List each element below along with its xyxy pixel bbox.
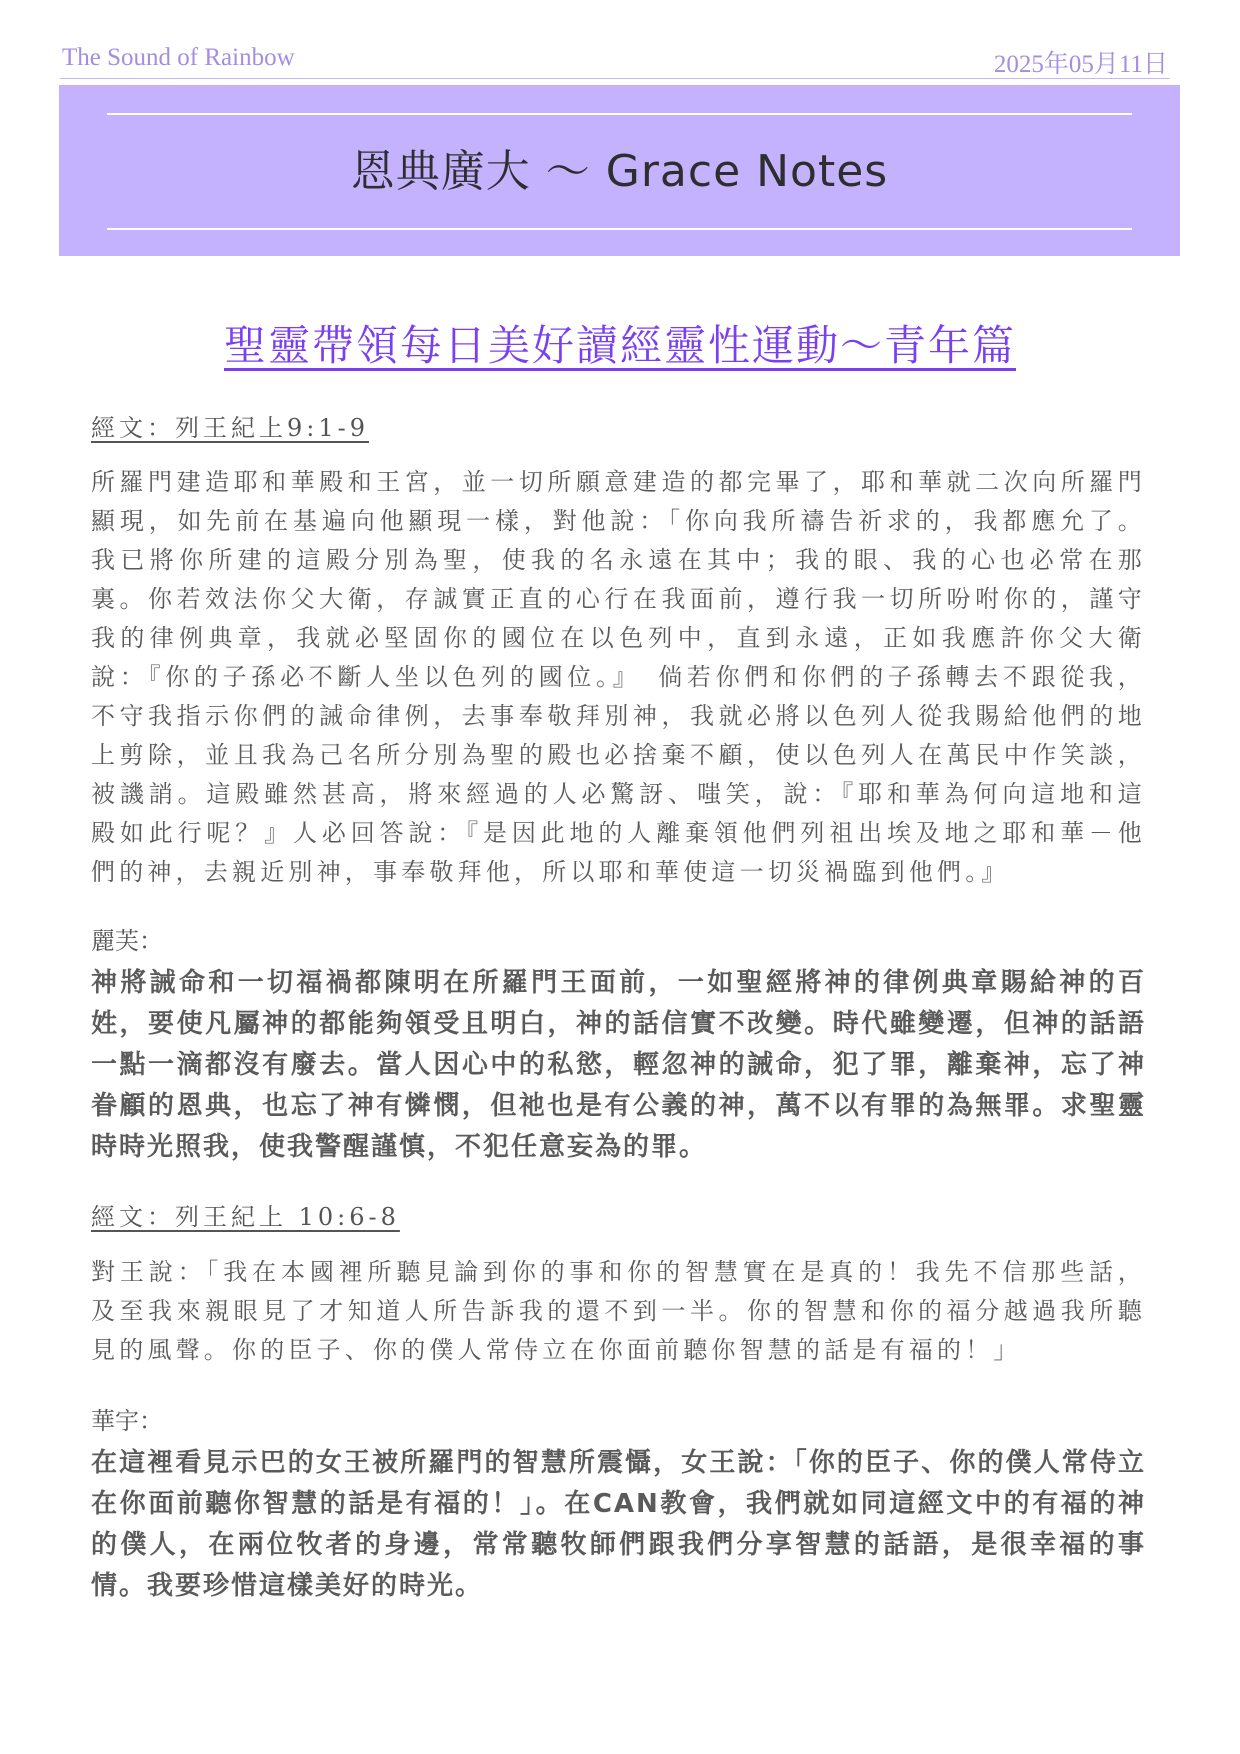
scripture-text-2: 對王說：「我在本國裡所聽見論到你的事和你的智慧實在是真的！我先不信那些話，及至我來親眼見了才知道人所告訴我的還不到一半。你的智慧和你的福分越過我所聽見的風聲。你的臣子、你的僕人常侍立在你面前聽你智慧的話是有福的！」: [91, 1258, 1146, 1364]
scripture-reference-2: 經文：列王紀上 10:6-8: [91, 1203, 400, 1231]
scripture-text-1: 所羅門建造耶和華殿和王宮，並一切所願意建造的都完畢了，耶和華就二次向所羅門顯現，如先前在基遍向他顯現一樣，對他說：「你向我所禱告祈求的，我都應允了。我已將你所建的這殿分別為聖，使我的名永遠在其中；我的眼、我的心也必常在那裏。你若效法你父大衛，存誠實正直的心行在我面前，遵行我一切所吩咐你的，謹守我的律例典章，我就必堅固你的國位在以色列中，直到永遠，正如我應許你父大衛說：『你的子孫必不斷人坐以色列的國位。』 倘若你們和你們的子孫轉去不跟從我，不守我指示你們的誡命律例，去事奉敬拜別神，我就必將以色列人從我賜給他們的地上剪除，並且我為己名所分別為聖的殿也必捨棄不顧，使以色列人在萬民中作笑談，被譏誚。這殿雖然甚高，將來經過的人必驚訝、嗤笑，說：『耶和華為何向這地和這殿如此行呢？』人必回答說：『是因此地的人離棄領他們列祖出埃及地之耶和華－他們的神，去親近別神，事奉敬拜他，所以耶和華使這一切災禍臨到他們。』: [91, 468, 1146, 886]
banner-bottom-rule: [107, 228, 1132, 230]
publication-name: The Sound of Rainbow: [62, 44, 295, 71]
article-title: 聖靈帶領每日美好讀經靈性運動～青年篇: [223, 321, 1016, 370]
reflection-text-2: 在這裡看見示巴的女王被所羅門的智慧所震懾，女王說：「你的臣子、你的僕人常侍立在你面前聽你智慧的話是有福的！」。在CAN教會，我們就如同這經文中的有福的神的僕人，在兩位牧者的身邊，常常聽牧師們跟我們分享智慧的話語，是很幸福的事情。我要珍惜這樣美好的時光。: [91, 1448, 1146, 1601]
speaker-name-2: 華宇：: [91, 1407, 163, 1435]
banner-title: 恩典廣大 ～ Grace Notes: [350, 146, 889, 197]
title-banner: [59, 85, 1180, 256]
reflection-text-1: 神將誡命和一切福禍都陳明在所羅門王面前，一如聖經將神的律例典章賜給神的百姓，要使凡屬神的都能夠領受且明白，神的話信實不改變。時代雖變遷，但神的話語一點一滴都沒有廢去。當人因心中的私慾，輕忽神的誡命，犯了罪，離棄神，忘了神眷顧的恩典，也忘了神有憐憫，但祂也是有公義的神，萬不以有罪的為無罪。求聖靈時時光照我，使我警醒謹慎，不犯任意妄為的罪。: [91, 968, 1146, 1162]
page-header: [60, 40, 1170, 79]
article-title-wrap: [0, 313, 1240, 373]
publication-date: 2025年05月11日: [993, 51, 1168, 78]
banner-top-rule: [107, 113, 1132, 115]
scripture-reference-1: 經文：列王紀上9:1-9: [91, 414, 370, 442]
speaker-name-1: 麗芙：: [91, 927, 163, 955]
